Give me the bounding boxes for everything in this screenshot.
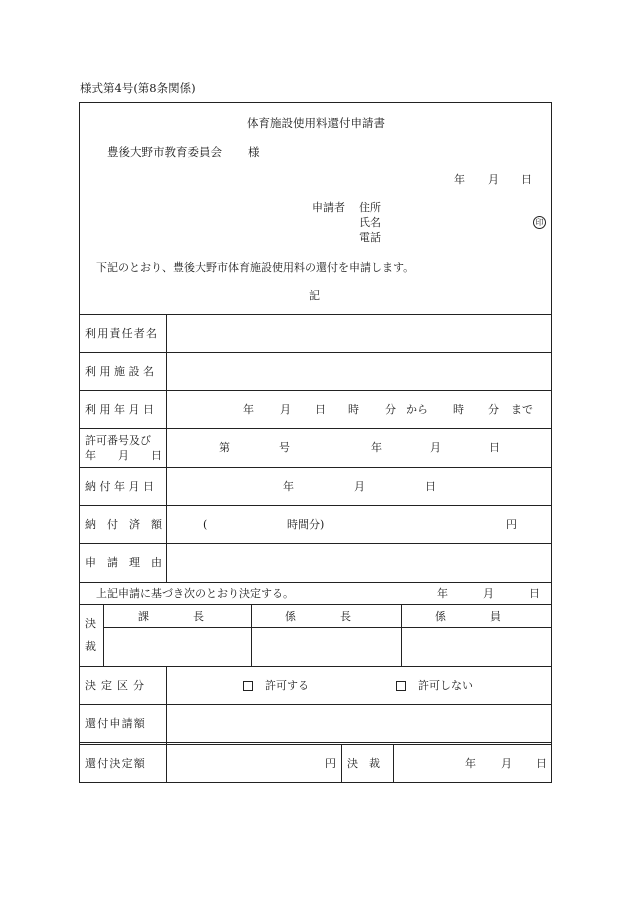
final-year-label: 年: [465, 757, 476, 770]
responsible-person-field[interactable]: [167, 315, 551, 352]
label-usage-date: 利用年月日: [85, 403, 158, 416]
form-title: 体育施設使用料還付申請書: [247, 116, 385, 130]
usage-from-label: から: [406, 403, 428, 416]
decision-year-label: 年: [437, 587, 448, 600]
usage-hour2-label: 時: [453, 403, 464, 416]
submission-day-label: 日: [521, 173, 532, 186]
permit-dai-label: 第: [219, 441, 230, 454]
label-paid-amount: 納付済額: [85, 518, 173, 531]
label-permit-line1: 許可番号及び: [85, 434, 151, 447]
submission-year-label: 年: [454, 173, 465, 186]
stamp-subsection-chief[interactable]: [252, 628, 401, 666]
applicant-address-label: 住所: [359, 201, 381, 214]
final-kessai-label: 決 裁: [347, 757, 380, 770]
kessai-char-1: 決: [85, 617, 96, 630]
intro-text: 下記のとおり、豊後大野市体育施設使用料の還付を申請します。: [96, 261, 415, 274]
paid-hours-label: 時間分): [287, 518, 325, 531]
label-refund-decided: 還付決定額: [85, 757, 146, 770]
usage-minute2-label: 分: [488, 403, 499, 416]
deny-checkbox[interactable]: [396, 681, 406, 691]
role-subsection-chief: 係 長: [285, 610, 351, 623]
usage-until-label: まで: [511, 403, 533, 416]
deny-option-label: 許可しない: [418, 679, 473, 692]
permit-month-label: 月: [430, 441, 441, 454]
paid-yen-label: 円: [506, 518, 517, 531]
final-day-label: 日: [536, 757, 547, 770]
payment-year-label: 年: [283, 480, 294, 493]
label-responsible-person: 利用責任者名: [85, 327, 159, 340]
permit-year-label: 年: [371, 441, 382, 454]
ki-label: 記: [309, 289, 320, 302]
decision-month-label: 月: [483, 587, 494, 600]
role-section-chief: 課 長: [138, 610, 204, 623]
permit-go-label: 号: [279, 441, 290, 454]
facility-name-field[interactable]: [167, 353, 551, 390]
permit-checkbox[interactable]: [243, 681, 253, 691]
label-payment-date: 納付年月日: [85, 480, 158, 493]
usage-hour-label: 時: [348, 403, 359, 416]
refund-request-field[interactable]: [167, 705, 551, 742]
kessai-char-2: 裁: [85, 640, 96, 653]
role-staff: 係 員: [435, 610, 501, 623]
label-reason: 申請理由: [85, 556, 173, 569]
usage-year-label: 年: [243, 403, 254, 416]
label-permit-line2: 年 月 日: [85, 449, 162, 462]
seal-icon: 印: [533, 216, 546, 229]
final-month-label: 月: [501, 757, 512, 770]
paid-open-paren: (: [203, 518, 208, 531]
refund-yen-label: 円: [325, 757, 336, 770]
submission-month-label: 月: [488, 173, 499, 186]
decision-statement: 上記申請に基づき次のとおり決定する。: [96, 587, 294, 600]
payment-month-label: 月: [354, 480, 365, 493]
usage-minute-label: 分: [385, 403, 396, 416]
label-facility-name: 利用施設名: [85, 365, 158, 378]
label-decision-category: 決定区分: [85, 679, 149, 692]
usage-month-label: 月: [280, 403, 291, 416]
applicant-heading: 申請者: [312, 201, 345, 214]
form-number: 様式第4号(第8条関係): [80, 81, 196, 95]
usage-day-label: 日: [315, 403, 326, 416]
label-refund-request: 還付申請額: [85, 717, 146, 730]
honorific: 様: [248, 145, 260, 159]
applicant-name-label: 氏名: [359, 216, 381, 229]
decision-day-label: 日: [529, 587, 540, 600]
addressee: 豊後大野市教育委員会: [107, 145, 222, 159]
permit-day-label: 日: [489, 441, 500, 454]
permit-option-label: 許可する: [265, 679, 309, 692]
stamp-staff[interactable]: [402, 628, 551, 666]
payment-day-label: 日: [425, 480, 436, 493]
stamp-section-chief[interactable]: [104, 628, 251, 666]
applicant-phone-label: 電話: [359, 231, 381, 244]
